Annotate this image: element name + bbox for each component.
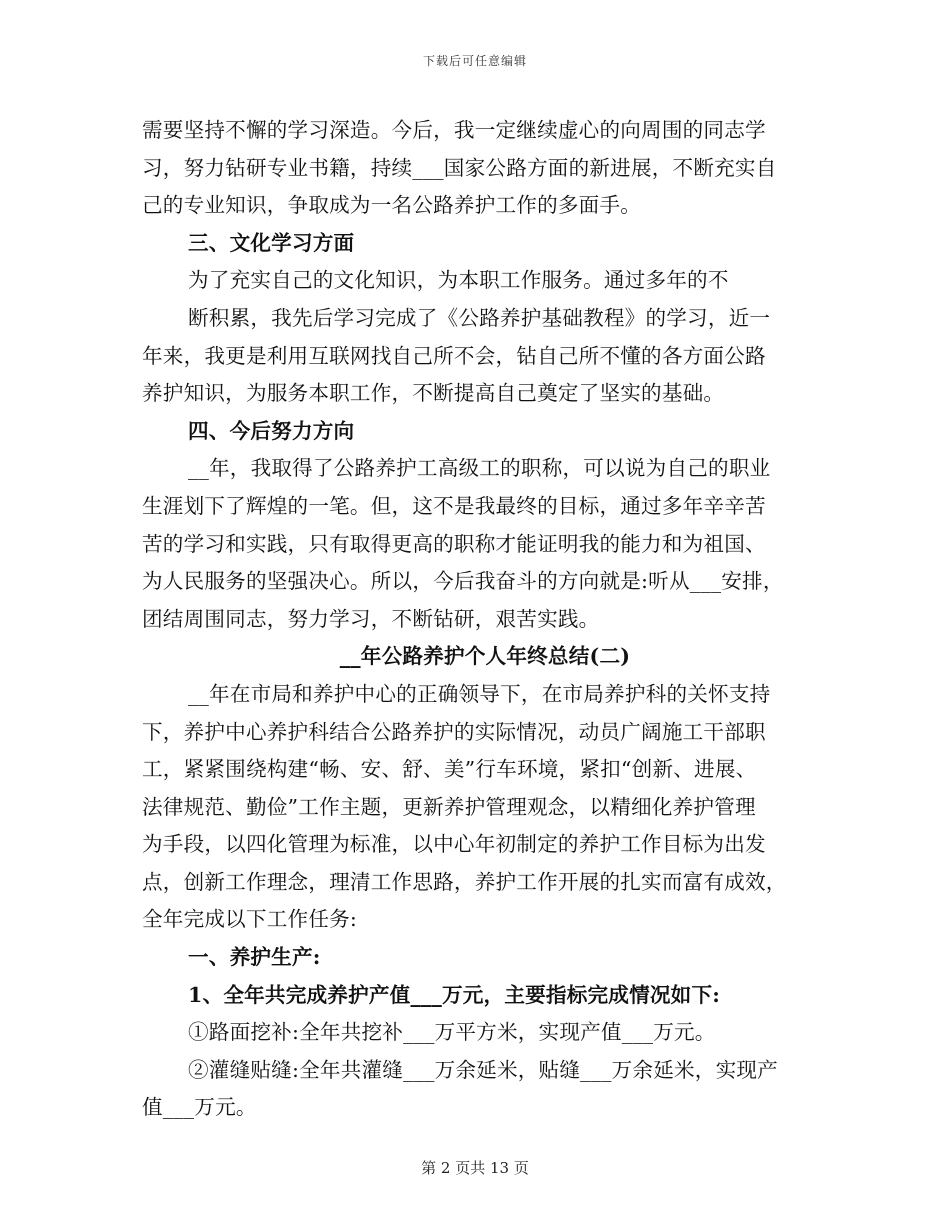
body-line: 生涯划下了辉煌的一笔。但，这不是我最终的目标，通过多年辛辛苦 — [142, 493, 766, 518]
body-line: 全年完成以下工作任务: — [142, 907, 358, 932]
body-line: 苦的学习和实践，只有取得更高的职称才能证明我的能力和为祖国、 — [142, 531, 766, 556]
body-line: 为人民服务的坚强决心。所以，今后我奋斗的方向就是:听从___安排， — [142, 569, 784, 594]
body-line: 断积累，我先后学习完成了《公路养护基础教程》的学习，近一 — [188, 305, 771, 330]
body-line: 养护知识，为服务本职工作，不断提高自己奠定了坚实的基础。 — [142, 381, 725, 406]
body-line: 年来，我更是利用互联网找自己所不会，钻自己所不懂的各方面公路 — [142, 343, 766, 368]
page-header: 下载后可任意编辑 — [422, 54, 527, 68]
body-line: 法律规范、勤俭”工作主题，更新养护管理观念，以精细化养护管理 — [142, 794, 756, 819]
body-line: 团结周围同志，努力学习，不断钻研，艰苦实践。 — [142, 606, 600, 631]
body-line: 需要坚持不懈的学习深造。今后，我一定继续虚心的向周围的同志学 — [142, 118, 766, 142]
section-heading: 四、今后努力方向 — [188, 418, 355, 443]
subsection-heading: 1、全年共完成养护产值___万元，主要指标完成情况如下: — [188, 982, 721, 1007]
body-line: 习，努力钻研专业书籍，持续___国家公路方面的新进展，不断充实自 — [142, 155, 777, 180]
page-footer: 第 2 页共 13 页 — [421, 1159, 529, 1177]
section-heading: 三、文化学习方面 — [188, 230, 355, 255]
body-line: 己的专业知识，争取成为一名公路养护工作的多面手。 — [142, 193, 642, 218]
document-body — [142, 112, 814, 1127]
body-line: 工，紧紧围绕构建“畅、安、舒、美”行车环境，紧扣“创新、进展、 — [142, 757, 757, 782]
document-title: __年公路养护个人年终总结(二) — [339, 644, 631, 669]
body-line: 点，创新工作理念，理清工作思路，养护工作开展的扎实而富有成效， — [142, 869, 787, 894]
list-item: ②灌缝贴缝:全年共灌缝___万余延米，贴缝___万余延米，实现产 — [188, 1057, 778, 1082]
section-heading: 一、养护生产: — [188, 945, 321, 970]
body-line: 值___万元。 — [142, 1095, 257, 1120]
list-item: ①路面挖补:全年共挖补___万平方米，实现产值___万元。 — [188, 1020, 716, 1045]
body-line: 为手段，以四化管理为标准，以中心年初制定的养护工作目标为出发 — [142, 832, 766, 857]
body-line: __年，我取得了公路养护工高级工的职称，可以说为自己的职业 — [188, 456, 771, 481]
body-line: __年在市局和养护中心的正确领导下，在市局养护科的关怀支持 — [188, 681, 771, 706]
body-line: 为了充实自己的文化知识，为本职工作服务。通过多年的不 — [188, 268, 729, 293]
body-line: 下，养护中心养护科结合公路养护的实际情况，动员广阔施工干部职 — [142, 719, 766, 744]
